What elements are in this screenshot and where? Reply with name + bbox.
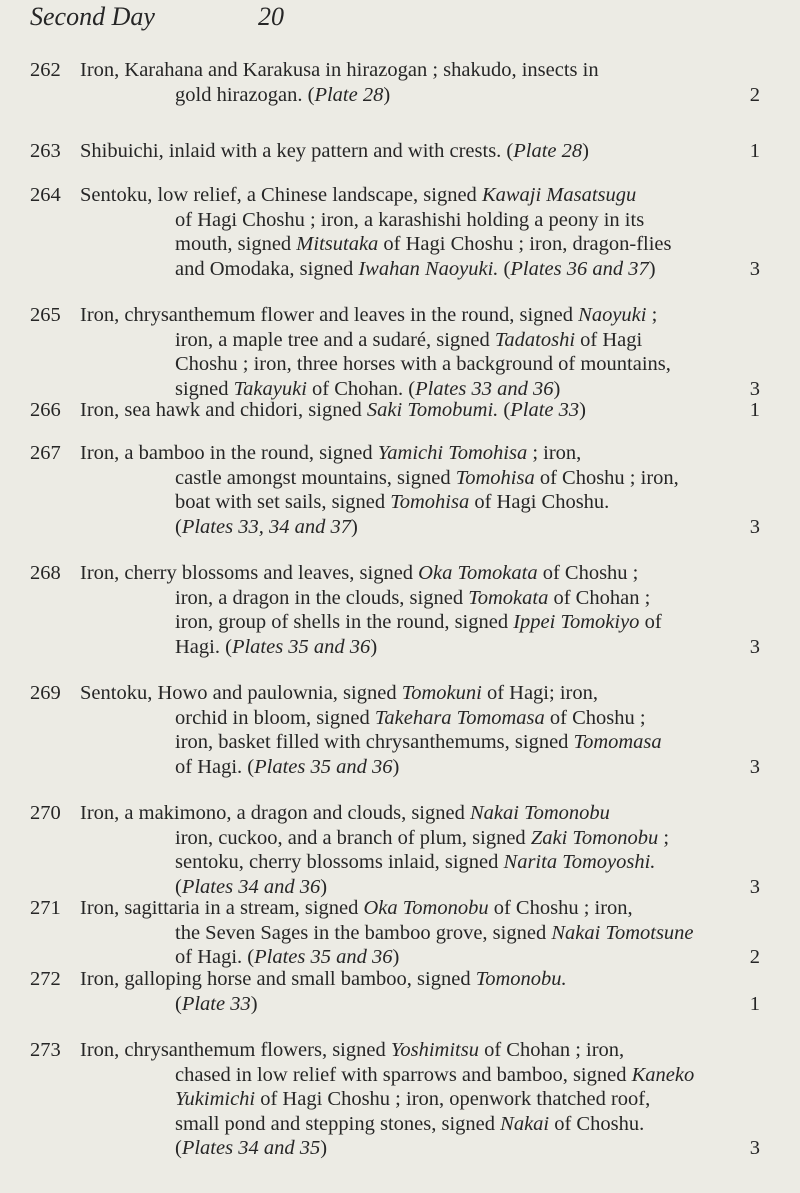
text-segment: ) — [648, 257, 656, 280]
text-segment: ( — [175, 1137, 182, 1160]
italic-text: Plates 34 and 36 — [181, 875, 321, 898]
entry-description — [80, 398, 765, 423]
italic-text: Plates 35 and 36 — [254, 946, 393, 969]
text-segment: of Choshu ; — [544, 706, 646, 729]
entry-description — [80, 801, 765, 899]
italic-text: Yoshimitsu — [390, 1039, 479, 1061]
text-segment: iron, a maple tree and a sudaré, signed — [175, 328, 495, 351]
text-segment: of Choshu. — [549, 1112, 645, 1135]
entry-description — [80, 681, 765, 779]
description-line — [80, 706, 765, 731]
quantity: 1 — [749, 399, 760, 421]
text-segment: Iron, sea hawk and chidori, signed — [80, 399, 367, 421]
entry-description — [80, 896, 765, 970]
description-line — [80, 921, 765, 946]
text-segment: iron, basket filled with chrysanthemums, signed — [175, 731, 574, 754]
text-segment: chased in low relief with sparrows and bamboo, signed — [175, 1063, 632, 1086]
italic-text: Tadatoshi — [494, 328, 576, 351]
text-segment: Hagi. ( — [175, 635, 232, 658]
text-segment: orchid in bloom, signed — [175, 706, 375, 729]
italic-text: Zaki Tomonobu — [530, 826, 659, 849]
lot-number: 270 — [30, 802, 61, 824]
italic-text: Oka Tomokata — [418, 562, 538, 584]
text-segment: ; — [658, 826, 670, 849]
quantity: 3 — [749, 257, 760, 280]
description-line — [80, 610, 765, 635]
description-line — [80, 967, 765, 992]
quantity: 3 — [749, 875, 760, 898]
text-segment: of Hagi — [575, 328, 643, 351]
quantity: 3 — [749, 635, 760, 658]
italic-text: Nakai Tomonobu — [469, 802, 610, 824]
text-segment: gold hirazogan. ( — [175, 83, 315, 106]
section-title: Second Day — [30, 2, 155, 31]
description-line — [80, 83, 765, 108]
description-line — [80, 1063, 765, 1088]
lot-number: 269 — [30, 682, 61, 704]
italic-text: Plate 28 — [314, 83, 384, 106]
text-segment: ( — [498, 257, 511, 280]
text-segment: of — [639, 611, 662, 634]
italic-text: Narita Tomoyoshi. — [503, 851, 656, 874]
text-segment: ) — [250, 992, 258, 1015]
description-line — [80, 490, 765, 515]
lot-number: 265 — [30, 304, 61, 326]
italic-text: Plates 35 and 36 — [231, 635, 371, 658]
text-segment: of Hagi. ( — [175, 946, 255, 969]
italic-text: Kaneko — [631, 1063, 695, 1086]
italic-text: Plate 28 — [513, 140, 583, 162]
lot-number: 271 — [30, 897, 61, 919]
text-segment: Choshu ; iron, three horses with a background of mountains, — [175, 353, 671, 376]
text-segment: ) — [553, 377, 561, 400]
text-segment: Iron, a bamboo in the round, signed — [80, 442, 378, 464]
italic-text: Plates 34 and 35 — [181, 1137, 321, 1160]
text-segment: mouth, signed — [175, 233, 297, 256]
italic-text: Tomokata — [468, 586, 549, 609]
italic-text: Plates 33 and 36 — [415, 377, 554, 400]
entry-description — [80, 561, 765, 659]
entry-description — [80, 183, 765, 281]
description-line — [80, 561, 765, 586]
text-segment: Sentoku, Howo and paulownia, signed — [80, 682, 402, 704]
text-segment: of Hagi Choshu ; iron, openwork thatched roof, — [255, 1088, 651, 1111]
description-line — [80, 139, 765, 164]
italic-text: Yukimichi — [175, 1088, 256, 1111]
description-line — [80, 352, 765, 377]
description-line — [80, 232, 765, 257]
text-segment: iron, a dragon in the clouds, signed — [175, 586, 469, 609]
italic-text: Tomomasa — [573, 731, 662, 754]
description-line — [80, 1087, 765, 1112]
description-line — [80, 466, 765, 491]
text-segment: ) — [579, 399, 586, 421]
text-segment: ) — [320, 875, 328, 898]
italic-text: Plate 33 — [181, 992, 251, 1015]
italic-text: Plate 33 — [510, 399, 580, 421]
text-segment: ) — [392, 946, 400, 969]
text-segment: the Seven Sages in the bamboo grove, signed — [175, 921, 552, 944]
description-line — [80, 850, 765, 875]
entry-description — [80, 967, 765, 1016]
text-segment: signed — [175, 377, 234, 400]
description-line — [80, 681, 765, 706]
text-segment: Iron, Karahana and Karakusa in hirazogan ; shakudo, insects in — [80, 59, 599, 81]
entry-description — [80, 441, 765, 539]
text-segment: ) — [350, 515, 358, 538]
lot-number: 266 — [30, 399, 61, 421]
text-segment: and Omodaka, signed — [175, 257, 359, 280]
text-segment: ) — [392, 755, 400, 778]
text-segment: sentoku, cherry blossoms inlaid, signed — [175, 851, 504, 874]
quantity: 3 — [749, 515, 760, 538]
lot-number: 267 — [30, 442, 61, 464]
description-line — [80, 755, 765, 780]
quantity: 3 — [749, 755, 760, 778]
text-segment: castle amongst mountains, signed — [175, 466, 456, 489]
description-line — [80, 801, 765, 826]
description-line — [80, 1136, 765, 1161]
text-segment: ) — [370, 635, 378, 658]
italic-text: Plates 35 and 36 — [254, 755, 393, 778]
text-segment: Iron, chrysanthemum flowers, signed — [80, 1039, 391, 1061]
description-line — [80, 515, 765, 540]
italic-text: Takehara Tomomasa — [374, 706, 545, 729]
quantity: 3 — [749, 1137, 760, 1160]
text-segment: Sentoku, low relief, a Chinese landscape, signed — [80, 184, 482, 206]
italic-text: Ippei Tomokiyo — [513, 611, 640, 634]
italic-text: Kawaji Masatsugu — [481, 184, 637, 206]
lot-number: 272 — [30, 968, 61, 990]
description-line — [80, 635, 765, 660]
italic-text: Oka Tomonobu — [363, 897, 489, 919]
description-line — [80, 992, 765, 1017]
description-line — [80, 257, 765, 282]
quantity: 2 — [749, 83, 760, 106]
text-segment: Iron, cherry blossoms and leaves, signed — [80, 562, 419, 584]
text-segment: ; iron, — [527, 442, 582, 464]
italic-text: Mitsutaka — [296, 233, 379, 256]
text-segment: ; — [646, 304, 658, 326]
italic-text: Nakai Tomotsune — [551, 921, 694, 944]
italic-text: Plates 36 and 37 — [510, 257, 649, 280]
page-header — [0, 2, 800, 38]
lot-number: 263 — [30, 140, 61, 162]
text-segment: ( — [498, 399, 511, 421]
italic-text: Tomonobu. — [475, 968, 567, 990]
text-segment: ) — [582, 140, 589, 162]
description-line — [80, 441, 765, 466]
text-segment: of Choshu ; iron, — [534, 466, 679, 489]
italic-text: Naoyuki — [578, 304, 647, 326]
text-segment: iron, group of shells in the round, signed — [175, 611, 514, 634]
text-segment: Iron, galloping horse and small bamboo, signed — [80, 968, 476, 990]
text-segment: of Hagi Choshu. — [469, 491, 610, 514]
description-line — [80, 1112, 765, 1137]
text-segment: iron, cuckoo, and a branch of plum, signed — [175, 826, 531, 849]
lot-number: 264 — [30, 184, 61, 206]
italic-text: Tomokuni — [401, 682, 482, 704]
italic-text: Iwahan Naoyuki. — [358, 257, 499, 280]
text-segment: Iron, sagittaria in a stream, signed — [80, 897, 364, 919]
entry-description — [80, 303, 765, 401]
text-segment: of Hagi Choshu ; iron, a karashishi holding a peony in its — [175, 208, 645, 231]
entry-description — [80, 58, 765, 107]
italic-text: Tomohisa — [455, 466, 535, 489]
italic-text: Yamichi Tomohisa — [377, 442, 528, 464]
text-segment: Shibuichi, inlaid with a key pattern and with crests. ( — [80, 140, 514, 162]
text-segment: small pond and stepping stones, signed — [175, 1112, 501, 1135]
lot-number: 262 — [30, 59, 61, 81]
description-line — [80, 826, 765, 851]
text-segment: ) — [383, 83, 391, 106]
text-segment: ( — [175, 992, 182, 1015]
text-segment: of Chohan ; iron, — [478, 1039, 625, 1061]
italic-text: Tomohisa — [390, 491, 470, 514]
description-line — [80, 586, 765, 611]
description-line — [80, 183, 765, 208]
description-line — [80, 303, 765, 328]
quantity: 1 — [749, 992, 760, 1015]
description-line — [80, 58, 765, 83]
italic-text: Saki Tomobumi. — [366, 399, 499, 421]
lot-number: 268 — [30, 562, 61, 584]
quantity: 3 — [749, 377, 760, 400]
text-segment: of Hagi. ( — [175, 755, 255, 778]
description-line — [80, 208, 765, 233]
text-segment: boat with set sails, signed — [175, 491, 391, 514]
description-line — [80, 398, 765, 423]
text-segment: of Choshu ; — [537, 562, 639, 584]
text-segment: of Chohan ; — [548, 586, 651, 609]
text-segment: ( — [175, 515, 182, 538]
lot-number: 273 — [30, 1039, 61, 1061]
description-line — [80, 896, 765, 921]
page-number: 20 — [258, 2, 284, 31]
text-segment: of Hagi; iron, — [481, 682, 598, 704]
quantity: 2 — [749, 946, 760, 969]
entry-description — [80, 1038, 765, 1161]
text-segment: Iron, a makimono, a dragon and clouds, signed — [80, 802, 470, 824]
italic-text: Takayuki — [233, 377, 307, 400]
text-segment: Iron, chrysanthemum flower and leaves in the round, signed — [80, 304, 579, 326]
text-segment: ) — [320, 1137, 328, 1160]
text-segment: of Chohan. ( — [306, 377, 416, 400]
italic-text: Plates 33, 34 and 37 — [181, 515, 351, 538]
description-line — [80, 1038, 765, 1063]
quantity: 1 — [749, 140, 760, 162]
description-line — [80, 730, 765, 755]
text-segment: ( — [175, 875, 182, 898]
entry-description — [80, 139, 765, 164]
italic-text: Nakai — [500, 1112, 550, 1135]
text-segment: of Hagi Choshu ; iron, dragon-flies — [378, 233, 672, 256]
description-line — [80, 328, 765, 353]
text-segment: of Choshu ; iron, — [488, 897, 633, 919]
